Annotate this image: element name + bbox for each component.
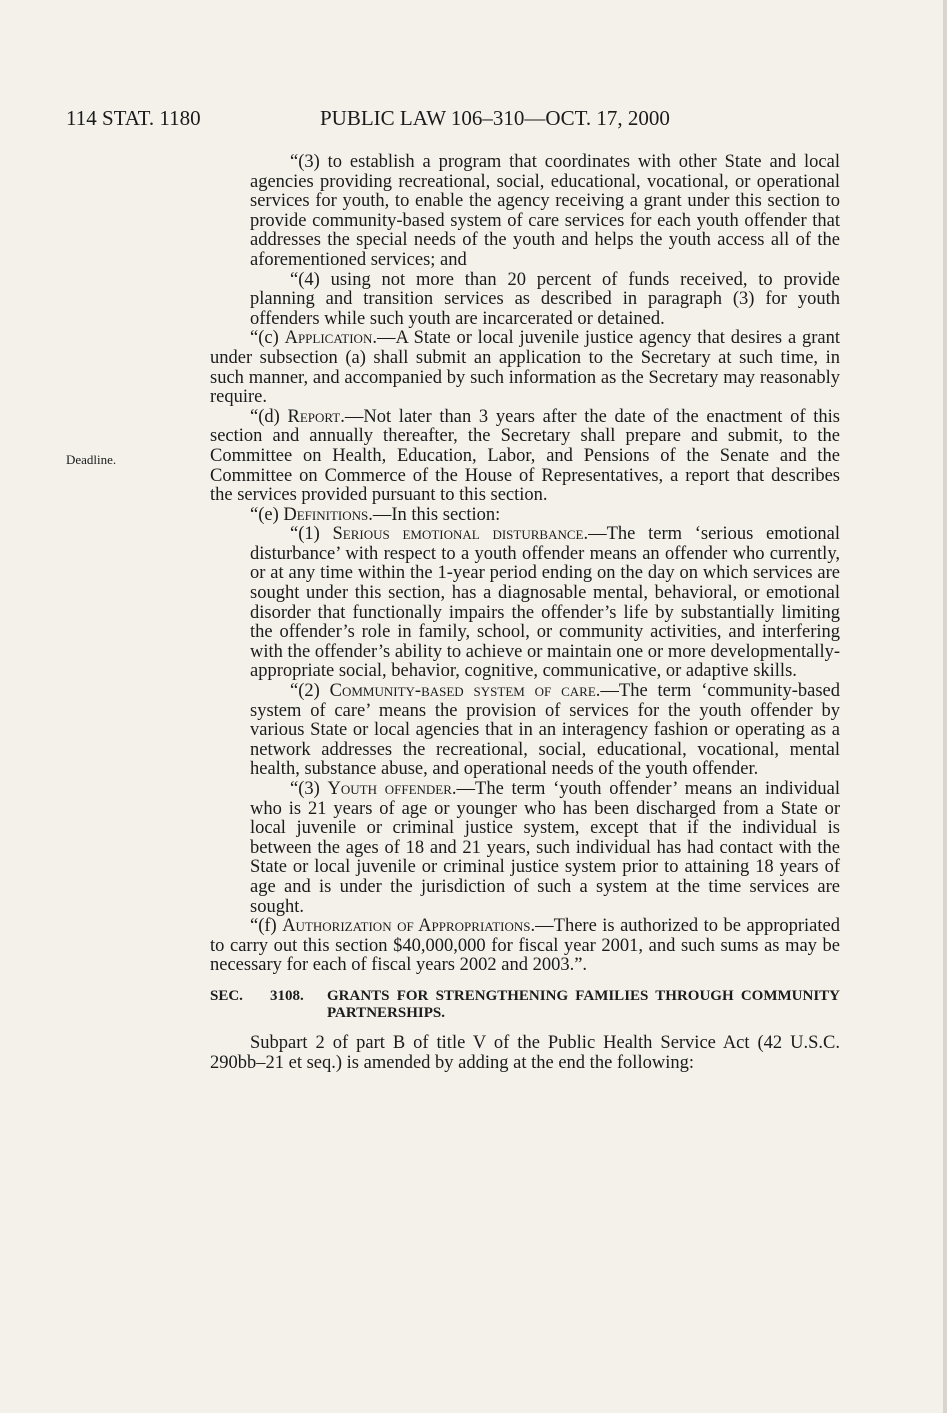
- definition-2-text: —The term ‘community-based system of care’ means the provision of services for the youth offender by various State or local agencies that in an interagency fashion or operating as a network addresses the recreational, social, educational, vocational, mental health, substance abuse, and operational needs of the youth offender.: [250, 681, 840, 780]
- page-body: [210, 153, 840, 1073]
- section-heading: [210, 988, 840, 1022]
- subsection-c-heading: Application.: [284, 328, 377, 349]
- definition-1-prefix: “(1): [290, 524, 333, 545]
- subsection-d-heading: Report.: [287, 406, 345, 427]
- statute-citation: 114 STAT. 1180: [66, 106, 201, 130]
- paragraph-3: “(3) to establish a program that coordinates with other State and local agencies providing recreational, social, educational, vocational, or operational services for youth, to enable the agency receiving a grant under this section to provide community-based system of care services for each youth offender that addresses the special needs of the youth and helps the youth access all of the aforementioned services; and: [250, 152, 840, 270]
- definition-1-heading: Serious emotional disturbance.: [332, 524, 589, 545]
- definition-2-prefix: “(2): [290, 681, 330, 702]
- section-title: GRANTS FOR STRENGTHENING FAMILIES THROUGH COMMUNITY PARTNERSHIPS.: [327, 987, 840, 1021]
- subsection-f-text: —There is authorized to be appropriated to carry out this section $40,000,000 for fiscal year 2001, and such sums as may be necessary for each of fiscal years 2002 and 2003.”.: [210, 916, 840, 976]
- subsection-f: [210, 917, 840, 976]
- subsection-c: [210, 329, 840, 407]
- section-number: 3108.: [270, 987, 304, 1004]
- subsection-d: [210, 408, 840, 506]
- section-label: SEC.: [210, 987, 243, 1004]
- definition-1: [210, 525, 840, 682]
- subsection-e-prefix: “(e): [250, 504, 284, 525]
- subsection-c-text: —A State or local juvenile justice agency that desires a grant under subsection (a) shall submit an application to the Secretary at such time, in such manner, and accompanied by such information as the Secretary may reasonably require.: [210, 328, 841, 408]
- definition-3-text: —The term ‘youth offender’ means an individual who is 21 years of age or younger who has been discharged from a State or local juvenile or criminal justice system, except that if the individual is between the ages of 18 and 21 years, such individual has had contact with the State or local juvenile or criminal justice system prior to attaining 18 years of age and is under the jurisdiction of such a system at the time services are sought.: [250, 779, 840, 917]
- subsection-d-text: —Not later than 3 years after the date of the enactment of this section and annually thereafter, the Secretary shall prepare and submit, to the Committee on Health, Education, Labor, and Pensions of the Senate and the Committee on Commerce of the House of Representatives, a report that describes the services provided pursuant to this section.: [210, 406, 840, 506]
- subsection-f-heading: Authorization of Appropriations.: [282, 916, 536, 937]
- definition-3-prefix: “(3): [290, 779, 328, 799]
- definition-3: [210, 780, 840, 917]
- subsection-e: [210, 506, 840, 526]
- definition-1-text: —The term ‘serious emotional disturbance’ with respect to a youth offender means an offender who currently, or at any time within the 1-year period ending on the day on which services are sought under this section, has a diagnosable mental, behavioral, or emotional disorder that functionally impairs the offender’s life by substantially limiting the offender’s role in family, school, or community activities, and interfering with the offender’s ability to achieve or maintain one or more developmentally-appropriate social, behavior, cognitive, communicative, or adaptive skills.: [250, 524, 840, 682]
- subsection-c-prefix: “(c): [250, 328, 285, 349]
- definition-3-heading: Youth offender.: [327, 779, 457, 799]
- subsection-d-prefix: “(d): [250, 406, 288, 427]
- subsection-e-text: —In this section:: [372, 504, 501, 525]
- definition-2: [210, 682, 840, 780]
- definition-2-heading: Community-based system of care.: [329, 681, 601, 702]
- running-title: PUBLIC LAW 106–310—OCT. 17, 2000: [320, 106, 670, 130]
- subsection-e-heading: Definitions.: [283, 504, 373, 525]
- amendment-paragraph: Subpart 2 of part B of title V of the Public Health Service Act (42 U.S.C. 290bb–21 et seq.) is amended by adding at the end the following:: [210, 1032, 840, 1073]
- margin-note-deadline: Deadline.: [66, 452, 117, 467]
- subsection-f-prefix: “(f): [250, 916, 283, 937]
- section-number-block: [210, 988, 327, 1005]
- paragraph-4: “(4) using not more than 20 percent of funds received, to provide planning and transition services as described in paragraph (3) for youth offenders while such youth are incarcerated or detained.: [250, 269, 840, 329]
- page-edge: [943, 0, 947, 1413]
